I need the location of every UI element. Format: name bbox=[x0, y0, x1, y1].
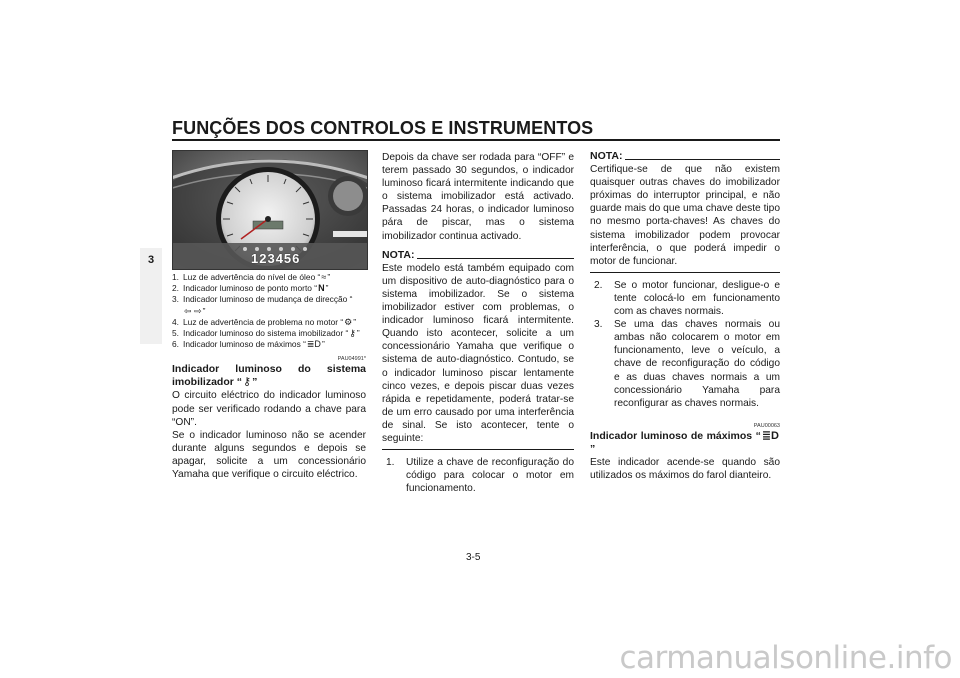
chapter-tab bbox=[140, 248, 162, 344]
title-rule bbox=[172, 139, 780, 141]
paragraph: Depois da chave ser rodada para “OFF” e terem passado 30 segundos, o indicador luminoso ficará intermitente indicando que o sistema imobilizador está activado. Passadas 24 horas, o indicador luminoso pára de piscar, mas o sistema imobilizador continua activado. bbox=[382, 152, 574, 242]
page-number: 3-5 bbox=[466, 552, 481, 563]
paragraph: O circuito eléctrico do indicador luminoso pode ser verificado rodando a chave para “ON”. bbox=[172, 390, 366, 428]
neutral-icon: N bbox=[318, 283, 325, 294]
list-text: Se o motor funcionar, desligue-o e tente colocá-lo em funcionamento com as chaves normais. bbox=[614, 279, 780, 318]
section-heading-high-beam: Indicador luminoso de máximos “≣D” bbox=[590, 429, 779, 455]
note-label: NOTA: bbox=[382, 248, 415, 261]
caption-text: Luz de advertência do nível de óleo “ bbox=[183, 272, 321, 282]
caption-4: 4. Luz de advertência de problema no motor “⚙” bbox=[172, 316, 357, 327]
immobilizer-key-icon: ⚷ bbox=[243, 376, 252, 389]
high-beam-icon: ≣D bbox=[761, 429, 779, 442]
page-title: FUNÇÕES DOS CONTROLOS E INSTRUMENTOS bbox=[172, 118, 594, 138]
caption-number: 1. bbox=[172, 272, 179, 282]
list-number: 3. bbox=[594, 319, 603, 331]
caption-text: Indicador luminoso do sistema imobilizador “ bbox=[183, 328, 349, 339]
list-text: Utilize a chave de reconfiguração do código para colocar o motor em funcionamento. bbox=[406, 457, 574, 495]
column-1 bbox=[172, 150, 366, 481]
note-label: NOTA: bbox=[590, 150, 623, 162]
section-heading-immobilizer: Indicador luminoso do sistema imobilizador “⚷” bbox=[172, 363, 366, 389]
caption-3: 3. Indicador luminoso de mudança de direcção “⇦ ⇨” bbox=[172, 294, 353, 316]
note-rule bbox=[417, 258, 574, 259]
turn-signal-icon: ⇦ ⇨ bbox=[184, 305, 202, 316]
caption-text: Indicador luminoso de mudança de direcção “ bbox=[183, 294, 353, 305]
section-code: PAU00063 bbox=[753, 422, 780, 429]
list-number: 2. bbox=[594, 279, 603, 291]
caption-number: 2. bbox=[172, 283, 179, 294]
caption-number: 4. bbox=[172, 316, 179, 327]
caption-1: 1. Luz de advertência do nível de óleo “≈” bbox=[172, 272, 331, 282]
caption-6: 6. Indicador luminoso de máximos “≣D” bbox=[172, 339, 325, 350]
caption-text: Luz de advertência de problema no motor “ bbox=[183, 316, 344, 327]
paragraph: Se o indicador luminoso não se acender durante alguns segundos e depois se apagar, solicite a um concessionário Yamaha que verifique o circuito eléctrico. bbox=[172, 429, 366, 480]
figure-captions bbox=[172, 272, 366, 350]
note-header bbox=[382, 249, 574, 262]
list-item bbox=[594, 318, 780, 410]
caption-number: 5. bbox=[172, 328, 179, 339]
note-header bbox=[590, 150, 780, 163]
list-number: 1. bbox=[386, 457, 395, 469]
oil-level-icon: ≈ bbox=[321, 272, 327, 282]
caption-text: Indicador luminoso de máximos “ bbox=[183, 339, 306, 350]
column-2 bbox=[382, 151, 574, 495]
list-text: Se uma das chaves normais ou ambas não colocarem o motor em funcionamento, leve o veículo, a chave de reconfiguração do código e as duas chaves normais a um concessionário Yamaha para reconfigurar as chaves normais. bbox=[614, 319, 780, 409]
note-text: Este modelo está também equipado com um dispositivo de auto-diagnóstico para o sistema imobilizador. Se o sistema imobilizador estiver com problemas, o indicador luminoso ficará intermitente. Quando isto acontecer, solicite a um concessionário Yamaha que verifique o sistema de auto-diagnóstico. Contudo, se o indicador luminoso piscar lentamente cinco vezes, e depois piscar duas vezes rápida e repetidamente, poderá tratar-se de um erro causado por uma interferência de sinal. Se isto acontecer, tente o seguinte: bbox=[382, 262, 574, 444]
note-text: Certifique-se de que não existem quaisquer outras chaves do imobilizador próximas do interruptor principal, e não guarde mais do que uma chave deste tipo no mesmo porta-chaves! As chaves do sistema imobilizador podem provocar interferência, o que poderá impedir o motor de funcionar. bbox=[590, 164, 780, 267]
immobilizer-key-icon: ⚷ bbox=[349, 328, 356, 339]
note-end-rule bbox=[590, 272, 780, 273]
caption-text: Indicador luminoso de ponto morto “ bbox=[183, 283, 318, 294]
watermark: carmanualsonline.info bbox=[619, 640, 952, 676]
list-item bbox=[386, 456, 574, 495]
section-code: PAU04991* bbox=[337, 356, 366, 363]
chapter-number: 3 bbox=[147, 254, 155, 266]
engine-trouble-icon: ⚙ bbox=[344, 316, 353, 327]
list-item bbox=[594, 279, 780, 318]
column-3 bbox=[590, 150, 780, 482]
caption-number: 6. bbox=[172, 339, 179, 350]
caption-5: 5. Indicador luminoso do sistema imobilizador “⚷” bbox=[172, 328, 360, 339]
note-rule bbox=[625, 159, 780, 160]
callout-numbers: 123456 bbox=[251, 251, 301, 266]
caption-2: 2. Indicador luminoso de ponto morto “N” bbox=[172, 283, 329, 294]
high-beam-icon: ≣D bbox=[306, 339, 321, 350]
paragraph: Este indicador acende-se quando são utilizados os máximos do farol dianteiro. bbox=[590, 456, 780, 481]
note-end-rule bbox=[382, 449, 574, 450]
instrument-cluster-photo bbox=[172, 150, 368, 270]
caption-number: 3. bbox=[172, 294, 179, 305]
